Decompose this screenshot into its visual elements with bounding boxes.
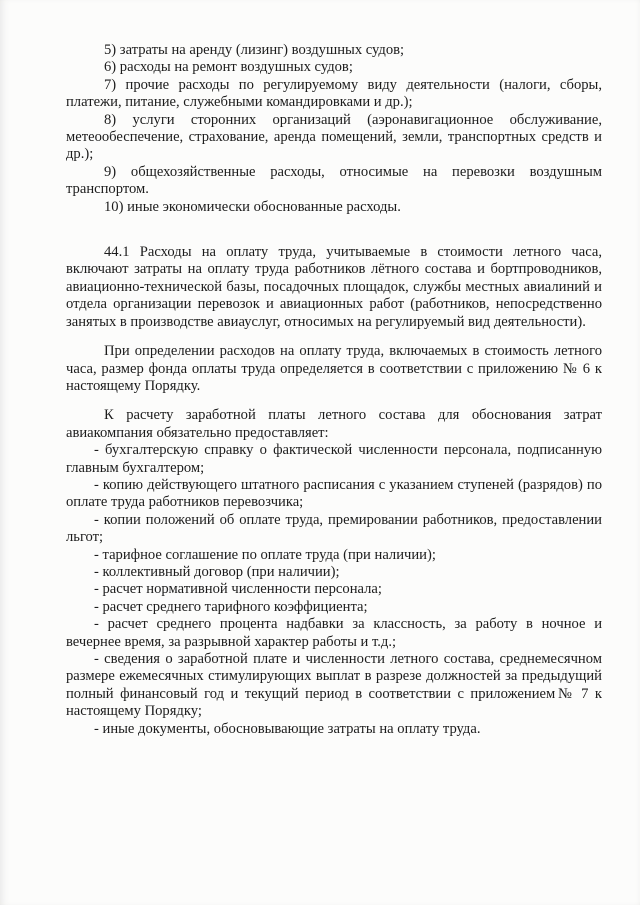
list-item-5: 5) затраты на аренду (лизинг) воздушных судов;	[104, 42, 405, 58]
doc-item-allowance-percent: - расчет среднего процента надбавки за классность, за работу в ночное и вечернее время, за разрывной характер работы и т.д.;	[66, 616, 602, 650]
list-item-10: 10) иные экономически обоснованные расходы.	[104, 198, 401, 215]
doc-item-pay-regulations: - копии положений об оплате труда, премировании работников, предоставлении льгот;	[66, 511, 602, 546]
paragraph-44-1: 44.1 Расходы на оплату труда, учитываемые в стоимости летного часа, включают затраты на оплату труда работников лётного состава и бортпроводников, авиационно-технической базы, посадочных площадок, службы местных авиалиний и отдела организации перевозок и авиационных работ (работников, непосредственно занятых в производстве авиауслуг, относимых на регулируемый вид деятельности).	[66, 244, 602, 330]
paragraph-wage-fund: При определении расходов на оплату труда, включаемых в стоимость летного часа, размер фонда оплаты труда определяется в соответствии с приложению № 6 к настоящему Порядку.	[66, 343, 602, 394]
doc-item-staff-schedule: - копию действующего штатного расписания с указанием ступеней (разрядов) по оплате труда работников перевозчика;	[66, 476, 602, 511]
list-item-9: 9) общехозяйственные расходы, относимые на перевозки воздушным транспортом.	[66, 163, 602, 198]
paragraph-documents-intro: К расчету заработной платы летного состава для обоснования затрат авиакомпания обязательно предоставляет:	[66, 407, 602, 441]
doc-item-accounting-certificate: - бухгалтерскую справку о фактической численности персонала, подписанную главным бухгалтером;	[66, 442, 602, 476]
doc-item-headcount-calculation: - расчет нормативной численности персонала;	[94, 581, 382, 598]
list-item-7: 7) прочие расходы по регулируемому виду деятельности (налоги, сборы, платежи, питание, служебными командировками и др.);	[66, 76, 602, 111]
doc-item-collective-agreement: - коллективный договор (при наличии);	[94, 563, 340, 580]
doc-item-tariff-agreement: - тарифное соглашение по оплате труда (при наличии);	[94, 546, 436, 563]
list-item-6: 6) расходы на ремонт воздушных судов;	[104, 59, 353, 76]
document-body	[66, 42, 602, 738]
doc-item-salary-info: - сведения о заработной плате и численности летного состава, среднемесячном размере ежемесячных стимулирующих выплат в разрезе должностей за предыдущий полный финансовый год и текущий период в соответствии с приложением№ 7 к настоящему Порядку;	[66, 651, 602, 720]
list-item-8: 8) услуги сторонних организаций (аэронавигационное обслуживание, метеообеспечение, страхование, аренда помещений, земли, транспортных средств и др.);	[66, 111, 602, 163]
doc-item-tariff-coefficient: - расчет среднего тарифного коэффициента;	[94, 598, 368, 615]
doc-item-other-documents: - иные документы, обосновывающие затраты на оплату труда.	[94, 720, 481, 737]
